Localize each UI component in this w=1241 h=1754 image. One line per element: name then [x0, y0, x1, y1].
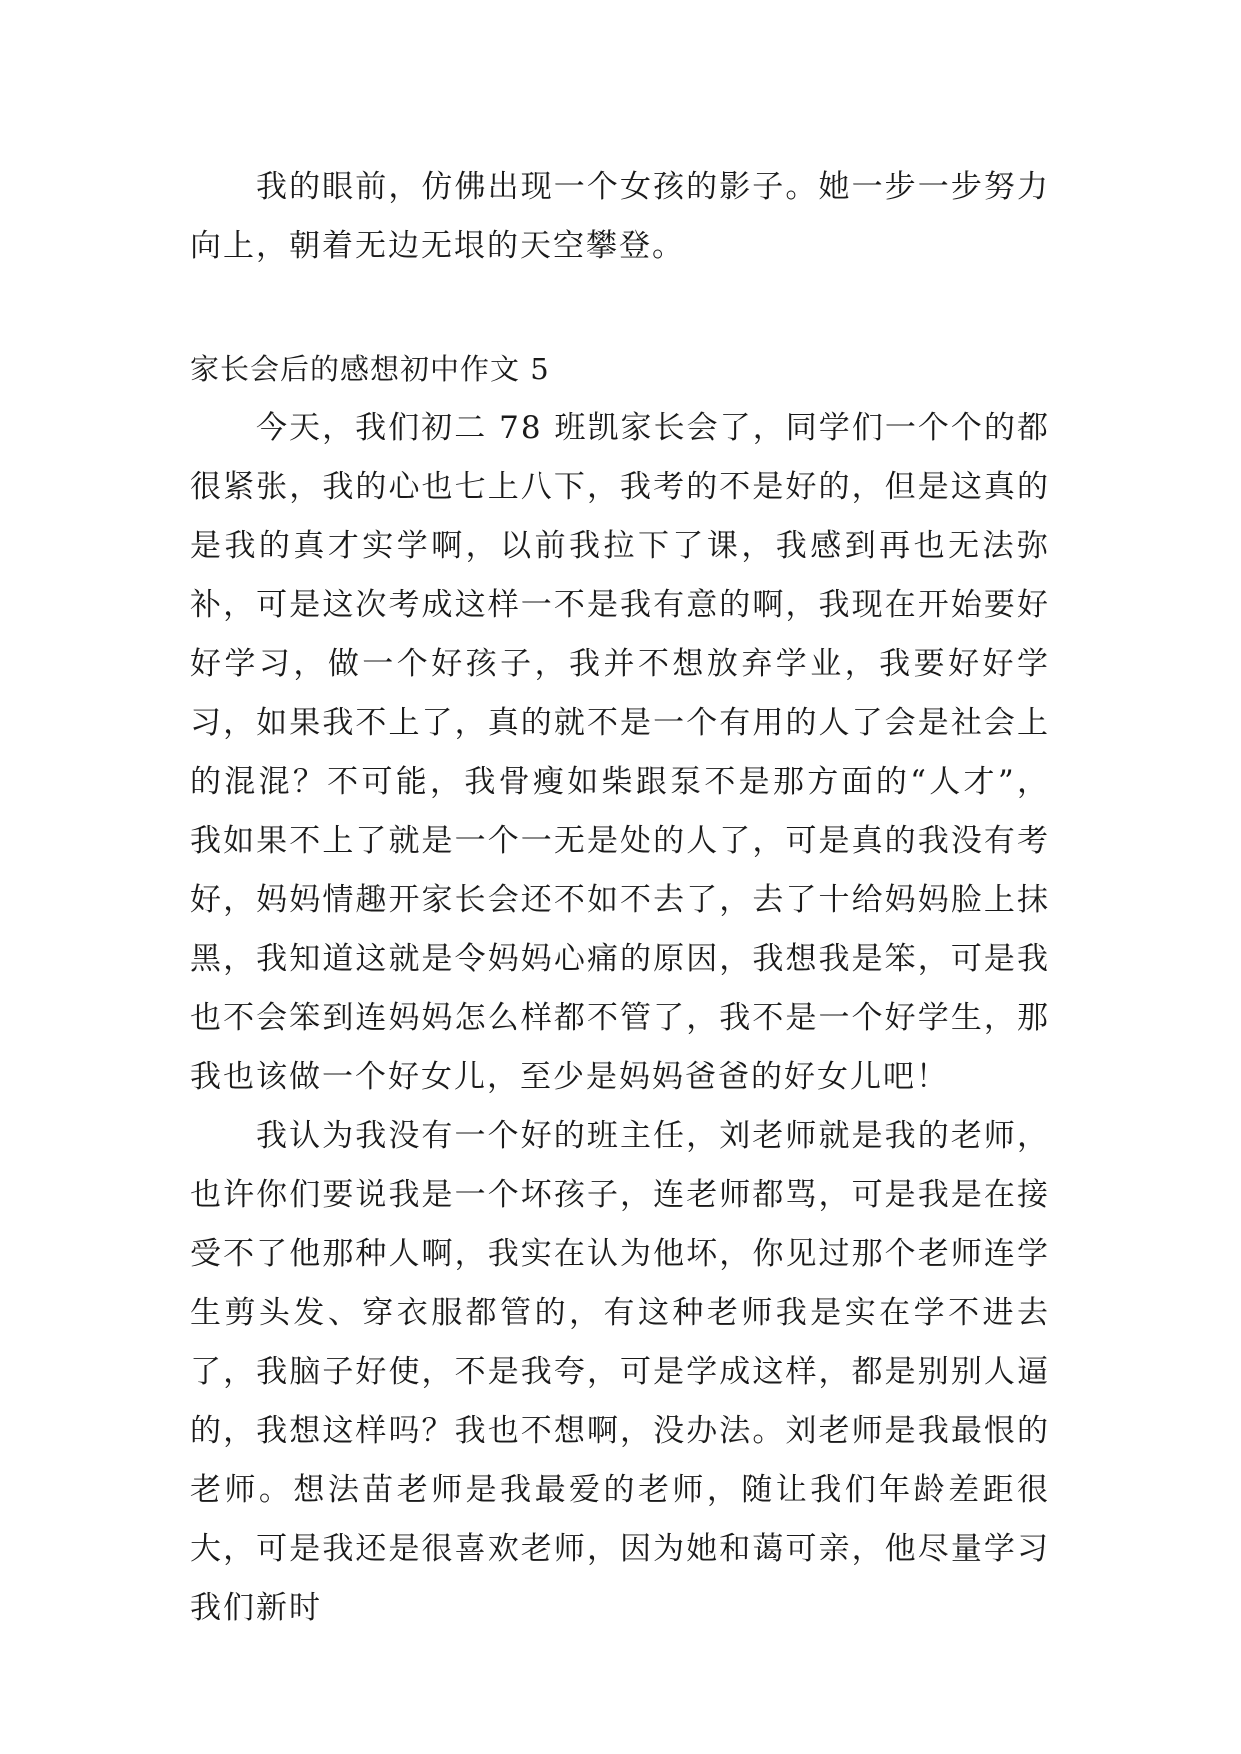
essay-heading: 家长会后的感想初中作文 5 [190, 352, 550, 386]
paragraph-1: 今天，我们初二 78 班凯家长会了，同学们一个个的都很紧张，我的心也七上八下，我考的不是好的，但是这真的是我的真才实学啊，以前我拉下了课，我感到再也无法弥补，可是这次考成这样一不是我有意的啊，我现在开始要好好学习，做一个好孩子，我并不想放弃学业，我要好好学习，如果我不上了，真的就不是一个有用的人了会是社会上的混混？不可能，我骨瘦如柴跟泵不是那方面的“人才”，我如果不上了就是一个一无是处的人了，可是真的我没有考好，妈妈情趣开家长会还不如不去了，去了十给妈妈脸上抹黑，我知道这就是令妈妈心痛的原因，我想我是笨，可是我也不会笨到连妈妈怎么样都不管了，我不是一个好学生，那我也该做一个好女儿，至少是妈妈爸爸的好女儿吧！ [190, 410, 1050, 1095]
paragraph-2: 我认为我没有一个好的班主任，刘老师就是我的老师，也许你们要说我是一个坏孩子，连老师都骂，可是我是在接受不了他那种人啊，我实在认为他坏，你见过那个老师连学生剪头发、穿衣服都管的，有这种老师我是实在学不进去了，我脑子好使，不是我夸，可是学成这样，都是别别人逼的，我想这样吗？我也不想啊，没办法。刘老师是我最恨的老师。想法苗老师是我最爱的老师，随让我们年龄差距很大，可是我还是很喜欢老师，因为她和蔼可亲，他尽量学习我们新时 [190, 1118, 1050, 1626]
paragraph-intro: 我的眼前，仿佛出现一个女孩的影子。她一步一步努力向上，朝着无边无垠的天空攀登。 [190, 169, 1050, 264]
document-body [190, 158, 1050, 1638]
